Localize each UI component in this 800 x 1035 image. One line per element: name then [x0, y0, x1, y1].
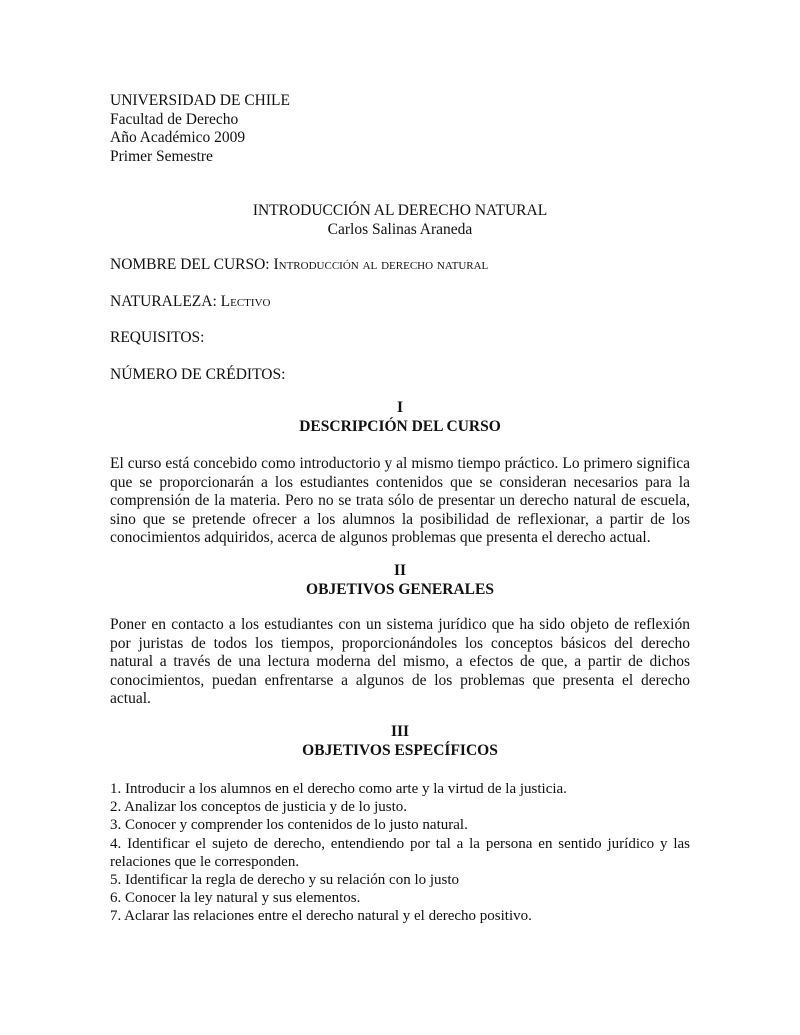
- credits-field: [110, 366, 285, 384]
- course-title: INTRODUCCIÓN AL DERECHO NATURAL: [252, 202, 548, 219]
- list-item: 4. Identificar el sujeto de derecho, entendiendo por tal a la persona en sentido jurídico y las relaciones que le corresponden.: [110, 835, 690, 870]
- requirements-field: [110, 329, 204, 347]
- course-name-label: NOMBRE DEL CURSO:: [110, 256, 270, 273]
- list-item: 1. Introducir a los alumnos en el derecho como arte y la virtud de la justicia.: [110, 781, 567, 797]
- description-paragraph: El curso está concebido como introductorio y al mismo tiempo práctico. Lo primero significa que se proporcionarán a los estudiantes contenidos que se consideran necesarios para la comprensión de la materia. Pero no se trata sólo de presentar un derecho natural de escuela, sino que se pretende ofrecer a los alumnos la posibilidad de reflexionar, a partir de los conocimientos adquiridos, acerca de algunos problemas que presenta el derecho actual.: [110, 455, 690, 546]
- section-title: OBJETIVOS GENERALES: [306, 580, 494, 598]
- section-title: OBJETIVOS ESPECÍFICOS: [302, 741, 498, 759]
- section-numeral: II: [393, 562, 407, 579]
- general-objectives-paragraph: Poner en contacto a los estudiantes con un sistema jurídico que ha sido objeto de reflexión por juristas de todos los tiempos, proporcionándoles los conceptos básicos del derecho natural a través de una lectura moderna del mismo, a efectos de que, a partir de dichos conocimientos, puedan enfrentarse a algunos de los problemas que presenta el derecho actual.: [110, 616, 690, 707]
- title-block: [110, 202, 690, 239]
- nature-label: NATURALEZA:: [110, 293, 217, 310]
- course-name-field: [110, 256, 488, 274]
- nature-field: [110, 293, 270, 311]
- course-name-value: Introducción al derecho natural: [273, 256, 489, 273]
- section-numeral: III: [390, 723, 410, 740]
- header-block: [110, 92, 290, 166]
- faculty-name: Facultad de Derecho: [110, 110, 239, 128]
- section-heading-specific-objectives: [110, 723, 690, 760]
- credits-label: NÚMERO DE CRÉDITOS:: [110, 366, 286, 383]
- academic-year: Año Académico 2009: [110, 129, 246, 146]
- nature-value: Lectivo: [220, 293, 271, 310]
- section-title: DESCRIPCIÓN DEL CURSO: [299, 417, 501, 435]
- specific-objectives-list: [110, 780, 690, 926]
- list-item: 3. Conocer y comprender los contenidos de lo justo natural.: [110, 817, 468, 834]
- list-item: 5. Identificar la regla de derecho y su relación con lo justo: [110, 872, 460, 889]
- section-heading-general-objectives: [110, 562, 690, 599]
- list-item: 2. Analizar los conceptos de justicia y de lo justo.: [110, 799, 408, 816]
- semester: Primer Semestre: [110, 147, 213, 165]
- list-item: 7. Aclarar las relaciones entre el derecho natural y el derecho positivo.: [110, 908, 532, 925]
- requirements-label: REQUISITOS:: [110, 329, 205, 346]
- university-name: UNIVERSIDAD DE CHILE: [110, 92, 290, 109]
- author-name: Carlos Salinas Araneda: [327, 220, 473, 238]
- list-item: 6. Conocer la ley natural y sus elementos.: [110, 890, 361, 907]
- section-heading-description: [110, 399, 690, 436]
- section-numeral: I: [396, 399, 404, 416]
